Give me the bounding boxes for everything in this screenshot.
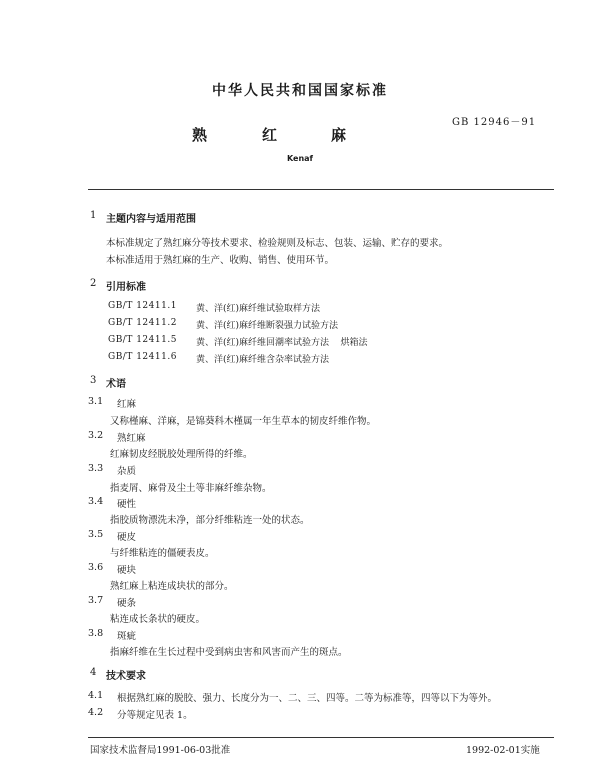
doc-title-char-1: 熟 xyxy=(192,126,208,144)
term-number: 3.6 xyxy=(88,562,104,573)
ref-title: 黄、洋(红)麻纤维回潮率试验方法 烘箱法 xyxy=(196,338,368,348)
approval-note: 国家技术监督局1991-06-03批准 xyxy=(90,745,231,756)
section-title: 技术要求 xyxy=(106,671,146,682)
term-number: 3.3 xyxy=(88,463,104,474)
term-name: 杂质 xyxy=(117,466,137,477)
term-name: 硬条 xyxy=(117,598,137,609)
requirement-text: 根据熟红麻的脱胶、强力、长度分为一、二、三、四等。二等为标准等，四等以下为等外。 xyxy=(117,693,498,704)
ref-code: GB/T 12411.5 xyxy=(108,335,177,345)
term-definition: 又称槿麻、洋麻，是锦葵科木槿属一年生草本的韧皮纤维作物。 xyxy=(110,416,377,427)
doc-title-char-2: 红 xyxy=(262,126,278,144)
term-name: 熟红麻 xyxy=(117,433,146,444)
doc-title-char-3: 麻 xyxy=(331,126,347,144)
term-name: 硬块 xyxy=(117,565,137,576)
term-definition: 粘连成长条状的硬皮。 xyxy=(110,614,206,625)
section-title: 引用标准 xyxy=(106,282,146,293)
term-name: 红麻 xyxy=(117,399,137,410)
paragraph: 本标准适用于熟红麻的生产、收购、销售、使用环节。 xyxy=(106,255,335,266)
section-number: 1 xyxy=(90,210,97,221)
term-definition: 指胶质物漂洗未净，部分纤维粘连一处的状态。 xyxy=(110,515,310,526)
header-divider xyxy=(88,189,554,190)
term-definition: 红麻韧皮经脱胶处理所得的纤维。 xyxy=(110,449,253,460)
term-name: 硬皮 xyxy=(117,532,137,543)
national-standard-heading: 中华人民共和国国家标准 xyxy=(212,83,388,99)
requirement-text: 分等规定见表 1。 xyxy=(117,710,193,721)
section-number: 2 xyxy=(90,278,97,289)
section-number: 3 xyxy=(90,375,97,386)
term-number: 3.4 xyxy=(88,496,104,507)
requirement-number: 4.1 xyxy=(88,690,104,701)
requirement-number: 4.2 xyxy=(88,707,104,718)
section-number: 4 xyxy=(90,667,97,678)
term-number: 3.8 xyxy=(88,628,104,639)
section-title: 主题内容与适用范围 xyxy=(106,214,196,225)
english-title: Kenaf xyxy=(286,154,314,163)
ref-code: GB/T 12411.2 xyxy=(108,318,177,328)
ref-code: GB/T 12411.6 xyxy=(108,352,177,362)
section-title: 术语 xyxy=(106,379,126,390)
term-number: 3.7 xyxy=(88,595,104,606)
term-name: 硬性 xyxy=(117,499,137,510)
term-definition: 指麻纤维在生长过程中受到病虫害和风害而产生的斑点。 xyxy=(110,647,348,658)
standard-number: GB 12946－91 xyxy=(452,117,537,128)
term-definition: 指麦屑、麻骨及尘土等非麻纤维杂物。 xyxy=(110,483,272,494)
term-number: 3.5 xyxy=(88,529,104,540)
term-name: 斑疵 xyxy=(117,631,137,642)
term-number: 3.2 xyxy=(88,430,104,441)
ref-title: 黄、洋(红)麻纤维断裂强力试验方法 xyxy=(196,321,339,331)
ref-code: GB/T 12411.1 xyxy=(108,301,177,311)
implementation-date: 1992-02-01实施 xyxy=(466,745,540,756)
ref-title: 黄、洋(红)麻纤维含杂率试验方法 xyxy=(196,355,330,365)
term-definition: 熟红麻上粘连成块状的部分。 xyxy=(110,581,234,592)
ref-title: 黄、洋(红)麻纤维试验取样方法 xyxy=(196,304,321,314)
term-number: 3.1 xyxy=(88,396,104,407)
term-definition: 与纤维粘连的僵硬表皮。 xyxy=(110,548,215,559)
paragraph: 本标准规定了熟红麻分等技术要求、检验规则及标志、包装、运输、贮存的要求。 xyxy=(106,238,449,249)
footer-divider xyxy=(88,737,554,738)
